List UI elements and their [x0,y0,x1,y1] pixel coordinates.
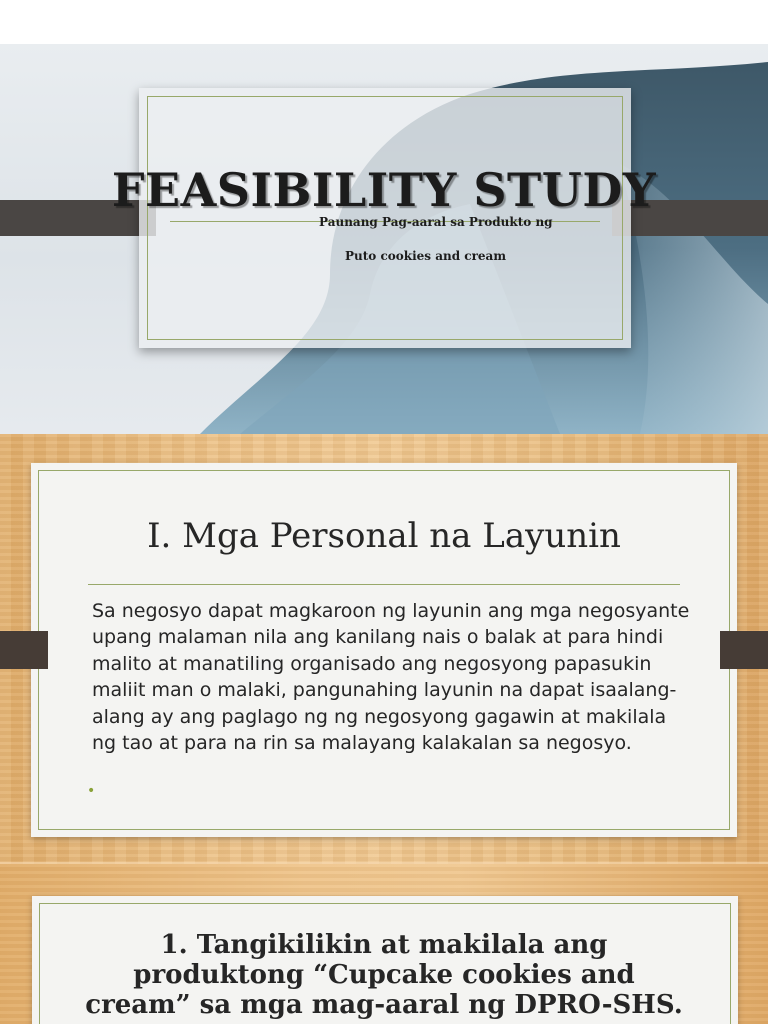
objective-heading-line-3: cream” sa mga mag-aaral ng DPRO-SHS. [85,990,683,1020]
objectives-slide [0,434,768,864]
heading-divider [88,584,680,585]
section-body-text: Sa negosyo dapat magkaroon ng layunin ang mga negosyante upang malaman nila ang kanilang nais o balak at para hindi malito at manatiling organisado ang negosyong papasukin maliit man o malaki, pangunahing layunin na dapat isaalang-alang ay ang paglago ng ng negosyong gagawin at makilala ng tao at para na rin sa malayang kalakalan sa negosyo. [92,600,690,755]
empty-bullet: • [87,783,96,799]
objective-heading [0,930,768,1020]
objective-one-slide [0,864,768,1024]
objective-heading-line-1: 1. Tangikilikin at makilala ang [160,930,608,960]
slide-title: FEASIBILITY STUDY [111,163,657,217]
slide-subtitle-line-2: Puto cookies and cream [345,249,507,263]
section-heading: I. Mga Personal na Layunin [147,516,621,556]
title-slide [0,44,768,434]
decorative-bar-left [0,631,48,669]
objective-heading-line-2: produktong “Cupcake cookies and [133,960,635,990]
slide-subtitle-line-1: Paunang Pag-aaral sa Produkto ng [319,215,553,229]
decorative-bar-right [720,631,768,669]
